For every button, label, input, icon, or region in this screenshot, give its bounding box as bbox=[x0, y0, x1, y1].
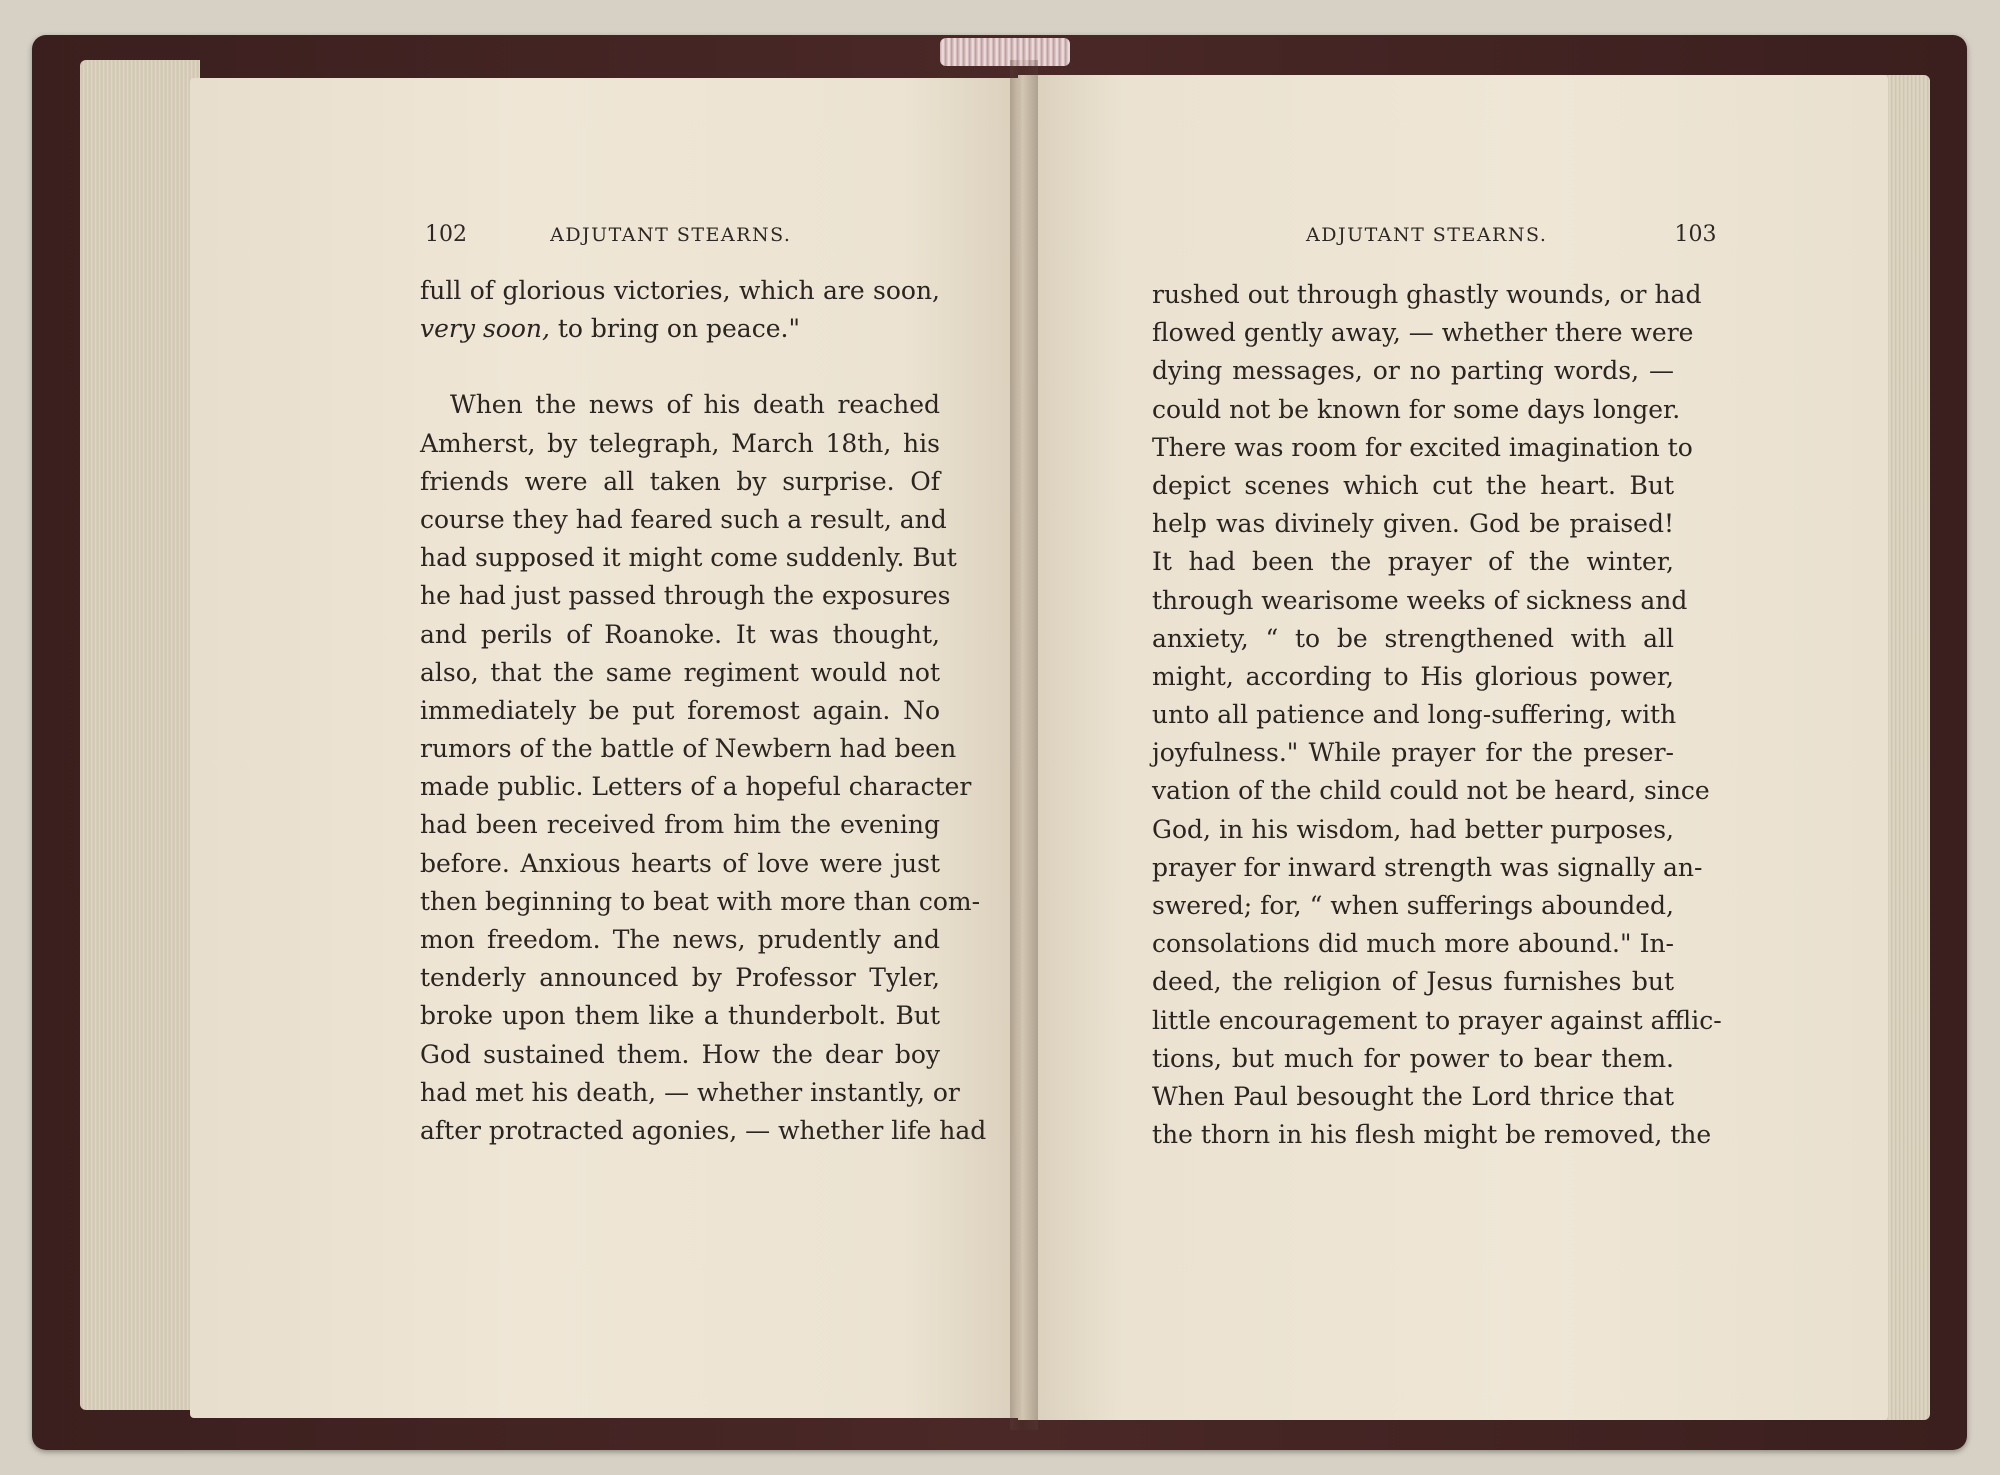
text-line: It had been the prayer of the winter, bbox=[1152, 547, 1674, 577]
text-line: full of glorious victories, which are soon, bbox=[420, 276, 940, 305]
text-line: and perils of Roanoke. It was thought, bbox=[420, 619, 940, 649]
text-line: flowed gently away, — whether there were bbox=[1152, 318, 1694, 348]
text-line: before. Anxious hearts of love were just bbox=[420, 848, 940, 878]
text-line: through wearisome weeks of sickness and bbox=[1152, 585, 1688, 615]
text-line: consolations did much more abound." In- bbox=[1152, 929, 1674, 959]
text-line: after protracted agonies, — whether life had bbox=[420, 1115, 987, 1145]
text-line: little encouragement to prayer against afflic- bbox=[1152, 1005, 1722, 1035]
text-line: might, according to His glorious power, bbox=[1152, 661, 1674, 691]
text-line: unto all patience and long-suffering, with bbox=[1152, 700, 1677, 730]
paragraph-death-news bbox=[420, 386, 987, 1150]
left-running-head: ADJUTANT STEARNS. bbox=[550, 224, 792, 246]
right-page-text bbox=[1152, 276, 1722, 1154]
text-line: broke upon them like a thunderbolt. But bbox=[420, 1001, 940, 1031]
text-line: deed, the religion of Jesus furnishes but bbox=[1152, 967, 1674, 997]
text-line: the thorn in his flesh might be removed, the bbox=[1152, 1120, 1712, 1150]
text-line: joyfulness." While prayer for the preser- bbox=[1152, 738, 1674, 768]
text-line: course they had feared such a result, and bbox=[420, 504, 947, 534]
text-line: Amherst, by telegraph, March 18th, his bbox=[420, 428, 940, 458]
text-line: made public. Letters of a hopeful character bbox=[420, 772, 972, 802]
text-line: When the news of his death reached bbox=[450, 390, 940, 420]
paragraph-continued bbox=[420, 272, 940, 348]
right-page-header bbox=[1306, 222, 1716, 247]
text-line: God, in his wisdom, had better purposes, bbox=[1152, 814, 1674, 844]
text-line: When Paul besought the Lord thrice that bbox=[1152, 1081, 1674, 1111]
text-line: mon freedom. The news, prudently and bbox=[420, 925, 940, 954]
text-line: help was divinely given. God be praised! bbox=[1152, 509, 1674, 539]
text-line: friends were all taken by surprise. Of bbox=[420, 466, 940, 496]
page-edges-left bbox=[80, 60, 200, 1410]
text-line: God sustained them. How the dear boy bbox=[420, 1039, 940, 1069]
text-line: vation of the child could not be heard, since bbox=[1152, 776, 1710, 806]
text-line: prayer for inward strength was signally an- bbox=[1152, 852, 1703, 882]
text-line: There was room for excited imagination to bbox=[1152, 432, 1693, 462]
text-line: could not be known for some days longer. bbox=[1152, 394, 1681, 424]
text-line: had been received from him the evening bbox=[420, 810, 940, 840]
text-line: also, that the same regiment would not bbox=[420, 657, 940, 687]
gutter-shadow bbox=[1010, 60, 1038, 1430]
text-line: he had just passed through the exposures bbox=[420, 581, 951, 611]
text-line: swered; for, “ when sufferings abounded, bbox=[1152, 891, 1674, 920]
text-line: rumors of the battle of Newbern had been bbox=[420, 734, 957, 764]
text-line: then beginning to beat with more than com- bbox=[420, 886, 981, 916]
headband bbox=[940, 38, 1070, 66]
text-line: very soon, to bring on peace." bbox=[420, 314, 800, 344]
text-line: dying messages, or no parting words, — bbox=[1152, 356, 1674, 386]
text-line: tenderly announced by Professor Tyler, bbox=[420, 963, 940, 993]
right-running-head: ADJUTANT STEARNS. bbox=[1306, 224, 1548, 246]
text-line: rushed out through ghastly wounds, or had bbox=[1152, 280, 1702, 309]
text-line: tions, but much for power to bear them. bbox=[1152, 1043, 1674, 1073]
text-line: anxiety, “ to be strengthened with all bbox=[1152, 623, 1674, 653]
text-line: depict scenes which cut the heart. But bbox=[1152, 470, 1674, 500]
text-line: immediately be put foremost again. No bbox=[420, 695, 940, 725]
text-line: had met his death, — whether instantly, or bbox=[420, 1077, 960, 1107]
left-page-text bbox=[420, 272, 987, 1150]
left-folio: 102 bbox=[425, 222, 467, 247]
left-page-header bbox=[425, 222, 791, 247]
text-line: had supposed it might come suddenly. But bbox=[420, 543, 957, 573]
right-folio: 103 bbox=[1674, 222, 1717, 247]
